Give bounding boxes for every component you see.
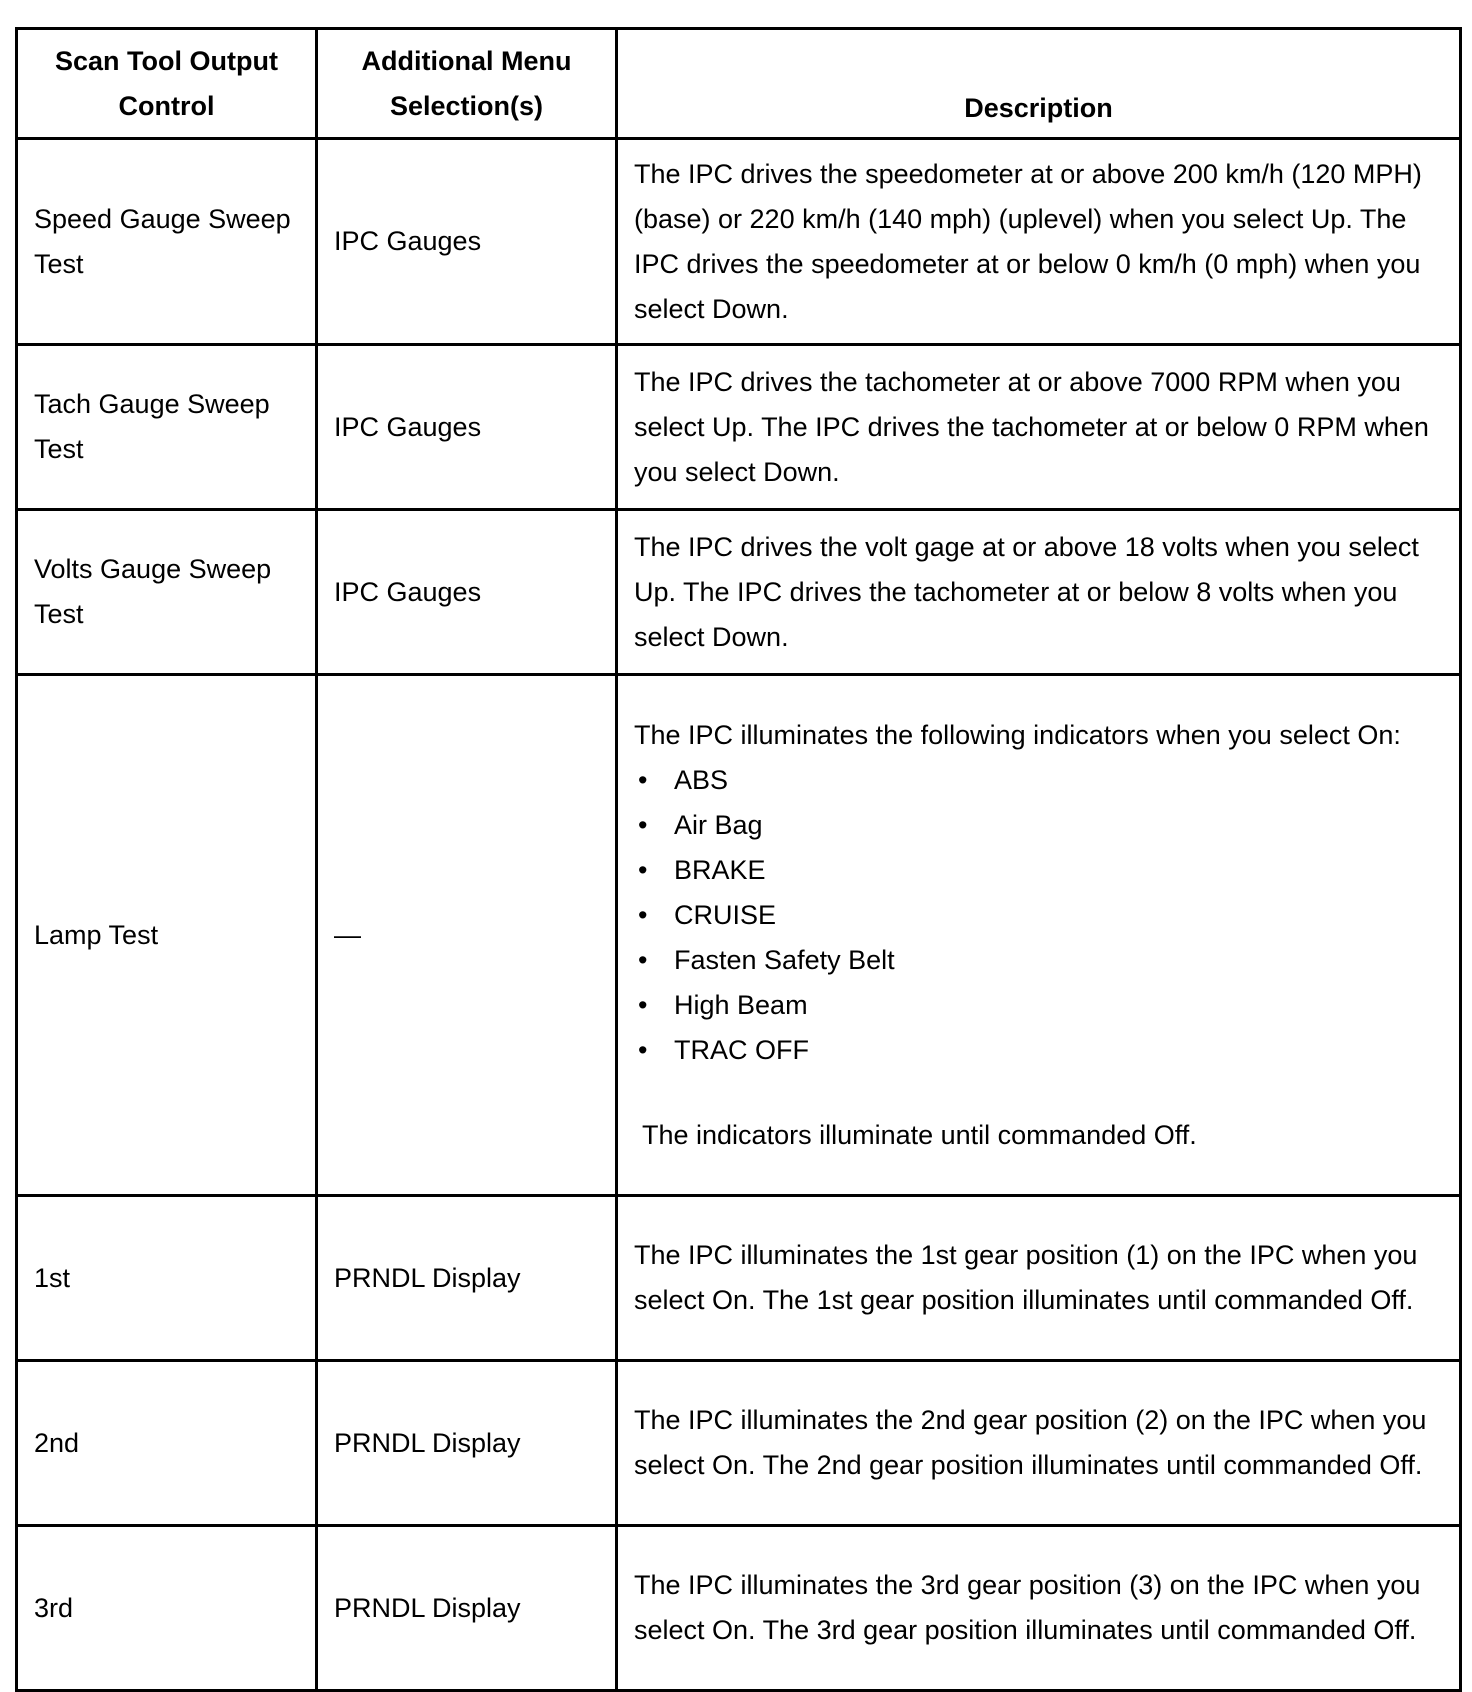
header-row [17, 29, 1461, 139]
description-cell: The IPC illuminates the 3rd gear position (3) on the IPC when you select On. The 3rd gear position illuminates until commanded Off. [617, 1526, 1461, 1691]
bullet-icon: • [638, 944, 648, 975]
header-scan-tool-output-control: Scan Tool Output Control [17, 29, 317, 139]
list-item: • Fasten Safety Belt [634, 938, 1443, 983]
control-cell: 3rd [17, 1526, 317, 1691]
description-cell: The IPC illuminates the 2nd gear position (2) on the IPC when you select On. The 2nd gear position illuminates until commanded Off. [617, 1361, 1461, 1526]
control-cell: Volts Gauge Sweep Test [17, 510, 317, 675]
control-cell: Tach Gauge Sweep Test [17, 345, 317, 510]
lamp-test-footer: The indicators illuminate until commanded Off. [642, 1119, 1197, 1150]
description-cell: The IPC drives the speedometer at or above 200 km/h (120 MPH) (base) or 220 km/h (140 mph) (uplevel) when you select Up. The IPC drives the speedometer at or below 0 km/h (0 mph) when you select Down. [617, 139, 1461, 345]
list-item: • Air Bag [634, 803, 1443, 848]
lamp-test-intro: The IPC illuminates the following indicators when you select On: [634, 719, 1401, 750]
table-row [17, 1526, 1461, 1691]
table-row [17, 675, 1461, 1196]
menu-cell: IPC Gauges [317, 139, 617, 345]
list-item: • BRAKE [634, 848, 1443, 893]
menu-cell: PRNDL Display [317, 1526, 617, 1691]
table-row [17, 345, 1461, 510]
description-cell: The IPC drives the volt gage at or above 18 volts when you select Up. The IPC drives the tachometer at or below 8 volts when you select Down. [617, 510, 1461, 675]
bullet-icon: • [638, 854, 648, 885]
bullet-icon: • [638, 899, 648, 930]
control-cell: 1st [17, 1196, 317, 1361]
menu-cell: PRNDL Display [317, 1196, 617, 1361]
list-item: • High Beam [634, 983, 1443, 1028]
table-row [17, 139, 1461, 345]
output-control-table [15, 27, 1462, 1692]
description-cell: The IPC illuminates the 1st gear position (1) on the IPC when you select On. The 1st gear position illuminates until commanded Off. [617, 1196, 1461, 1361]
bullet-icon: • [638, 989, 648, 1020]
control-cell: Speed Gauge Sweep Test [17, 139, 317, 345]
menu-cell: IPC Gauges [317, 510, 617, 675]
header-description: Description [617, 29, 1461, 139]
control-cell: 2nd [17, 1361, 317, 1526]
description-cell [617, 675, 1461, 1196]
table-row [17, 510, 1461, 675]
bullet-icon: • [638, 764, 648, 795]
table-row [17, 1196, 1461, 1361]
menu-cell: PRNDL Display [317, 1361, 617, 1526]
list-item: • ABS [634, 758, 1443, 803]
control-cell: Lamp Test [17, 675, 317, 1196]
menu-cell: — [317, 675, 617, 1196]
list-item: • CRUISE [634, 893, 1443, 938]
list-item: • TRAC OFF [634, 1028, 1443, 1073]
description-cell: The IPC drives the tachometer at or above 7000 RPM when you select Up. The IPC drives the tachometer at or below 0 RPM when you select Down. [617, 345, 1461, 510]
bullet-icon: • [638, 809, 648, 840]
menu-cell: IPC Gauges [317, 345, 617, 510]
indicator-list [634, 758, 1443, 1073]
header-additional-menu-selections: Additional Menu Selection(s) [317, 29, 617, 139]
bullet-icon: • [638, 1034, 648, 1065]
table-row [17, 1361, 1461, 1526]
